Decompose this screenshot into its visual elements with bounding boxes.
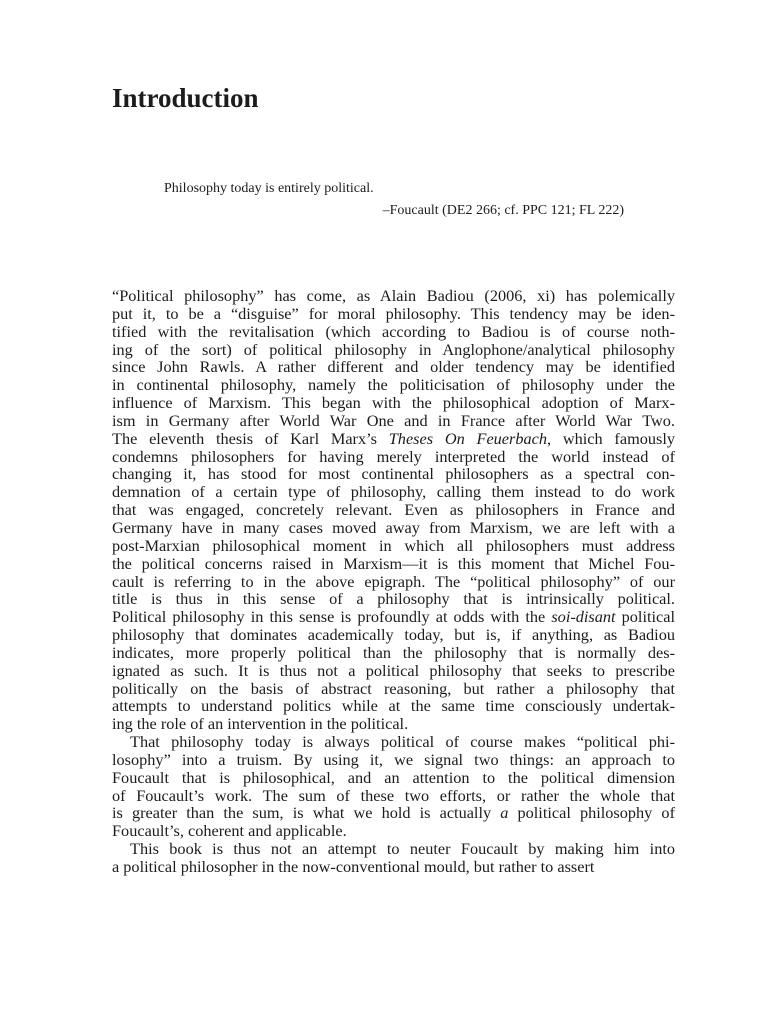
text-line: since John Rawls. A rather different and older tendency may be identified: [112, 357, 675, 377]
text-line: cault is referring to in the above epigraph. The “political philosophy” of our: [112, 571, 675, 591]
body-paragraph: [112, 840, 675, 876]
text-line: losophy” into a truism. By using it, we signal two things: an approach to: [112, 749, 675, 769]
text-line: of Foucault’s work. The sum of these two efforts, or rather the whole that: [112, 785, 675, 805]
text-line: ism in Germany after World War One and in France after World War Two.: [112, 410, 675, 430]
text-line: Foucault that is philosophical, and an attention to the political dimension: [112, 767, 675, 787]
text-line: influence of Marxism. This began with the philosophical adoption of Marx-: [112, 393, 675, 413]
chapter-title: Introduction: [112, 83, 259, 113]
text-line: a political philosopher in the now-conventional mould, but rather to assert: [112, 857, 595, 876]
text-line: title is thus in this sense of a philosophy that is intrinsically political.: [112, 589, 675, 609]
text-line: post-Marxian philosophical moment in which all philosophers must address: [112, 535, 675, 555]
body-text: [112, 287, 675, 876]
text-line: demnation of a certain type of philosophy, calling them instead to do work: [112, 482, 675, 502]
text-line: indicates, more properly political than the philosophy that is normally des-: [112, 642, 675, 662]
text-line: the political concerns raised in Marxism—it is this moment that Michel Fou-: [112, 553, 675, 573]
italic-phrase: soi-disant: [551, 607, 616, 627]
text-line: in continental philosophy, namely the politicisation of philosophy under the: [112, 375, 675, 395]
text-line: ing of the sort) of political philosophy in Anglophone/analytical philosophy: [112, 339, 675, 359]
text-line: politically on the basis of abstract reasoning, but rather a philosophy that: [112, 678, 675, 698]
text-line: That philosophy today is always political of course makes “political phi-: [130, 732, 675, 752]
text-line: condemns philosophers for having merely interpreted the world instead of: [112, 446, 675, 466]
text-line: changing it, has stood for most continental philosophers as a spectral con-: [112, 464, 675, 484]
body-paragraph: [112, 733, 675, 840]
italic-phrase: a: [500, 803, 509, 823]
text-line: Germany have in many cases moved away from Marxism, we are left with a: [112, 517, 675, 537]
text-line: tified with the revitalisation (which according to Badiou is of course noth-: [112, 321, 675, 341]
epigraph-source: –Foucault (DE2 266; cf. PPC 121; FL 222): [382, 203, 624, 218]
epigraph: [164, 178, 624, 222]
text-line: ignated as such. It is thus not a political philosophy that seeks to prescribe: [112, 660, 675, 680]
text-line: Political philosophy in this sense is profoundly at odds with the soi-disant political: [112, 607, 675, 627]
body-paragraph: [112, 287, 675, 733]
text-line: This book is thus not an attempt to neuter Foucault by making him into: [130, 839, 675, 859]
text-line: that was engaged, concretely relevant. Even as philosophers in France and: [112, 500, 675, 520]
text-line: Foucault’s, coherent and applicable.: [112, 821, 347, 841]
text-line: is greater than the sum, is what we hold is actually a political philosophy of: [112, 803, 675, 823]
text-line: attempts to understand politics while at the same time consciously undertak-: [112, 696, 675, 716]
italic-phrase: Theses On Feuerbach: [388, 428, 548, 448]
text-line: put it, to be a “disguise” for moral philosophy. This tendency may be iden-: [112, 303, 675, 323]
text-line: “Political philosophy” has come, as Alain Badiou (2006, xi) has polemically: [112, 286, 675, 305]
text-line: philosophy that dominates academically today, but is, if anything, as Badiou: [112, 625, 675, 645]
epigraph-quote: Philosophy today is entirely political.: [164, 181, 374, 196]
text-line: ing the role of an intervention in the political.: [112, 714, 409, 734]
text-line: The eleventh thesis of Karl Marx’s Theses On Feuerbach, which famously: [112, 428, 676, 448]
